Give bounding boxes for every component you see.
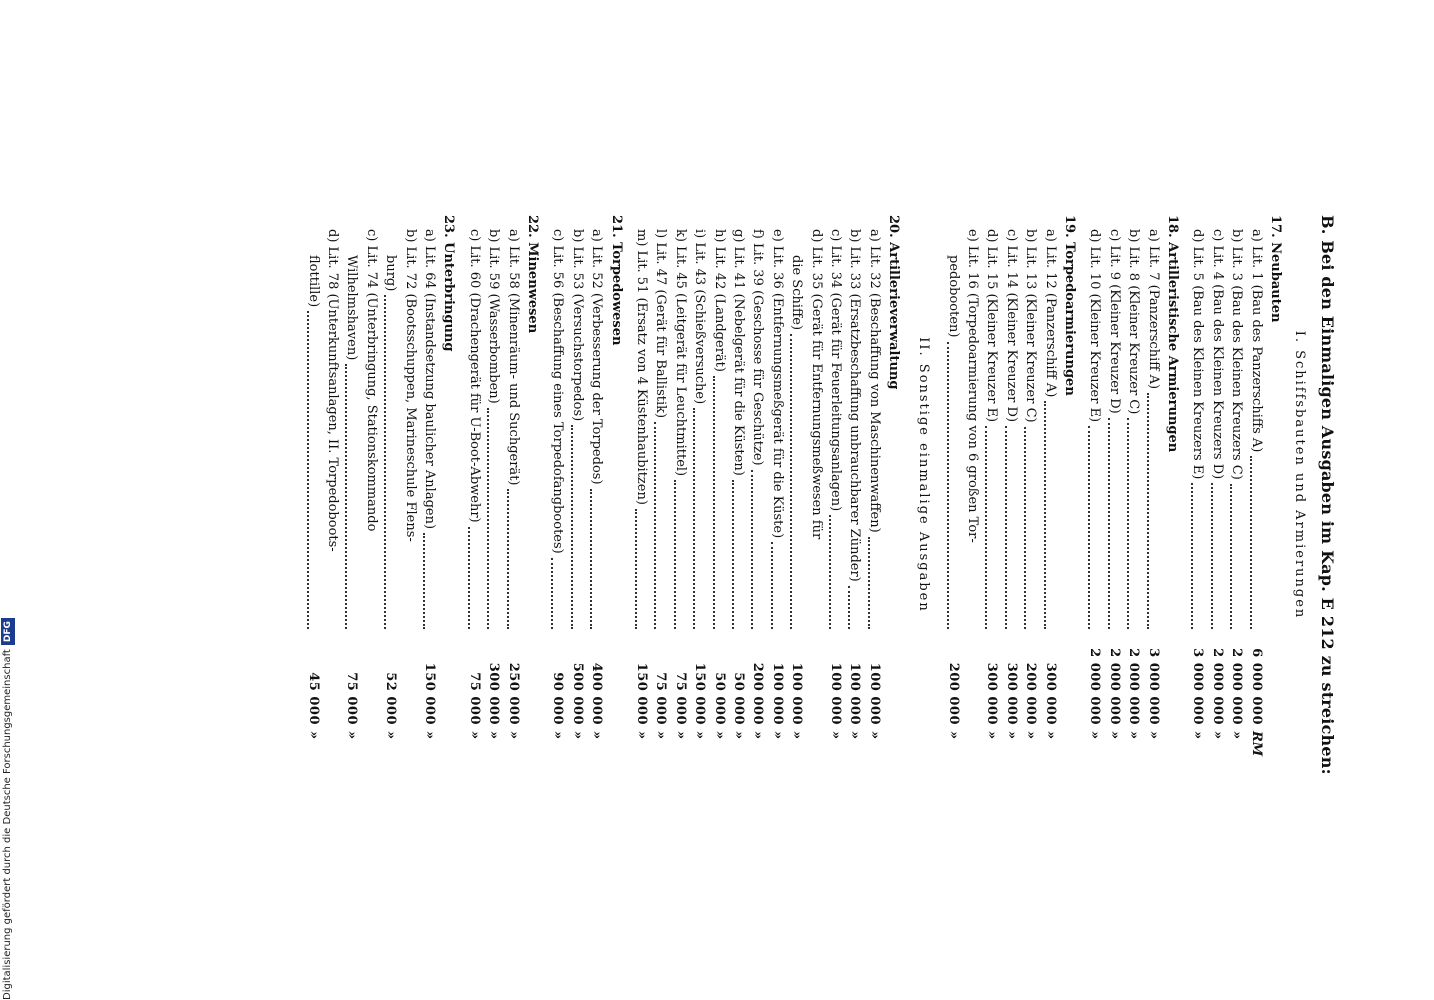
budget-line <box>1245 215 1267 757</box>
line-amount: 2 000 000 <box>1087 648 1103 725</box>
line-label: c) Lit. 9 (Kleiner Kreuzer D) <box>1106 229 1122 414</box>
line-label: l) Lit. 47 (Gerät für Ballistik) <box>653 229 669 419</box>
line-label: d) Lit. 35 (Gerät für Entfernungsmeßwesen für <box>808 229 824 540</box>
budget-line <box>961 215 983 735</box>
line-amount: 100 000 <box>769 662 785 725</box>
budget-line <box>546 215 568 740</box>
leader-dots <box>1005 426 1019 629</box>
line-unit: » <box>1229 731 1245 740</box>
line-label: a) Lit. 64 (Instandsetzung baulicher Anlagen) <box>422 229 437 530</box>
leader-dots <box>713 376 727 629</box>
line-label: Wilhelmshaven) <box>344 255 360 361</box>
line-amount: 75 000 <box>672 672 688 725</box>
line-unit: » <box>1003 731 1019 740</box>
line-amount: 2 000 000 <box>1209 648 1225 725</box>
leader-dots <box>635 509 649 629</box>
line-amount: 100 000 <box>866 662 882 725</box>
line-amount: 150 000 <box>692 662 708 725</box>
line-amount: 90 000 <box>550 672 566 725</box>
line-unit: » <box>422 731 437 740</box>
leader-dots <box>674 480 688 629</box>
line-amount: 150 000 <box>634 662 649 725</box>
line-label: burg) <box>383 255 399 292</box>
budget-line <box>1039 215 1061 740</box>
budget-line <box>863 215 885 740</box>
line-label: 19. Torpedoarmierungen <box>1062 215 1077 396</box>
line-label: b) Lit. 59 (Wasserbomben) <box>486 229 502 404</box>
line-label: 21. Torpedowesen <box>608 215 624 346</box>
line-amount: 75 000 <box>653 672 669 725</box>
leader-dots <box>790 334 804 629</box>
budget-line <box>1206 215 1228 740</box>
budget-line <box>980 215 1002 740</box>
line-unit: » <box>653 731 669 740</box>
leader-dots <box>693 408 707 629</box>
budget-line <box>502 215 524 740</box>
line-unit: » <box>1023 731 1039 740</box>
dfg-logo: DFG <box>1 618 15 645</box>
leader-dots <box>1127 418 1141 629</box>
budget-line <box>1186 215 1208 740</box>
line-label: b) Lit. 3 (Bau des Kleinen Kreuzers C) <box>1229 229 1245 480</box>
section-heading <box>437 215 459 735</box>
leader-dots <box>468 527 482 629</box>
budget-line <box>727 215 749 740</box>
leader-dots <box>1191 483 1205 629</box>
line-label: c) Lit. 60 (Drachengerät für U-Boot-Abwehr) <box>466 229 482 523</box>
leader-dots <box>551 558 565 629</box>
line-amount: 50 000 <box>731 672 746 725</box>
budget-line <box>1225 215 1247 740</box>
line-amount: 250 000 <box>505 662 521 725</box>
leader-dots <box>487 408 501 629</box>
line-label: a) Lit. 12 (Panzerschiff A) <box>1042 229 1058 398</box>
line-unit: » <box>634 731 649 740</box>
line-label: d) Lit. 15 (Kleiner Kreuzer E) <box>984 229 1000 423</box>
leader-dots <box>732 480 746 629</box>
footer-credit <box>0 600 16 1000</box>
line-amount: 2 000 000 <box>1106 648 1122 725</box>
line-label: c) Lit. 56 (Beschaffung eines Torpedofangbootes) <box>550 229 566 554</box>
line-unit: » <box>1042 731 1058 740</box>
budget-line <box>708 215 730 740</box>
budget-line <box>1000 215 1022 740</box>
budget-line <box>379 215 401 740</box>
section-heading <box>882 215 904 735</box>
budget-line <box>630 215 652 740</box>
line-label: 22. Minenwesen <box>525 215 540 334</box>
leader-dots <box>1230 484 1244 629</box>
budget-line <box>360 215 382 735</box>
line-label: c) Lit. 4 (Bau des Kleinen Kreuzers D) <box>1209 229 1225 480</box>
leader-dots <box>829 515 843 629</box>
line-amount: 52 000 <box>383 672 399 725</box>
line-label: a) Lit. 7 (Panzerschiff A) <box>1145 229 1161 390</box>
leader-dots <box>848 586 862 629</box>
line-label: d) Lit. 78 (Unterkunftsanlagen, II. Torpedoboots- <box>325 229 340 552</box>
budget-line <box>302 215 324 740</box>
budget-line <box>824 215 846 740</box>
line-label: g) Lit. 41 (Nebelgerät für die Küsten) <box>731 229 746 476</box>
line-unit: » <box>1087 731 1103 740</box>
budget-line <box>688 215 710 740</box>
line-unit: » <box>1145 731 1161 740</box>
leader-dots <box>1147 393 1161 629</box>
line-unit: » <box>466 731 482 740</box>
budget-line <box>766 215 788 740</box>
leader-dots <box>771 542 785 629</box>
leader-dots <box>307 311 321 629</box>
leader-dots <box>868 537 882 629</box>
section-title-sonstige: II. Sonstige einmalige Ausgaben <box>916 337 932 613</box>
line-unit: » <box>828 731 843 740</box>
line-amount: 300 000 <box>1042 662 1058 725</box>
line-unit: » <box>672 731 688 740</box>
line-amount: 100 000 <box>789 662 805 725</box>
document-page <box>258 215 1338 775</box>
section-heading <box>605 215 627 735</box>
budget-line <box>942 215 964 740</box>
line-unit: » <box>750 731 766 740</box>
line-label: b) Lit. 13 (Kleiner Kreuzer C) <box>1023 229 1039 423</box>
line-unit: » <box>383 731 399 740</box>
line-label: k) Lit. 45 (Leitgerät für Leuchtmittel) <box>672 229 688 477</box>
line-amount: 2 000 000 <box>1229 648 1245 725</box>
line-label: b) Lit. 72 (Bootsschuppen, Marineschule Flens- <box>402 229 418 542</box>
line-unit: » <box>866 731 882 740</box>
line-unit: » <box>1190 731 1206 740</box>
footer-text: Digitalisierung gefördert durch die Deutsche Forschungsgemeinschaft <box>2 649 13 1000</box>
leader-dots <box>985 426 999 629</box>
budget-line <box>1122 215 1144 740</box>
budget-line <box>463 215 485 740</box>
line-label: b) Lit. 53 (Versuchstorpedos) <box>569 229 585 422</box>
document-title: B. Bei den Einmaligen Ausgaben im Kap. E 212 zu streichen: <box>1318 215 1337 775</box>
line-label: die Schiffe) <box>789 255 805 331</box>
line-amount: 200 000 <box>1023 662 1039 725</box>
line-unit: » <box>1106 731 1122 740</box>
line-label: h) Lit. 42 (Landgerät) <box>711 229 727 372</box>
leader-dots <box>751 470 765 629</box>
line-label: m) Lit. 51 (Ersatz von 4 Küstenhaubitzen) <box>634 229 649 505</box>
leader-dots <box>1024 427 1038 629</box>
budget-line <box>418 215 440 740</box>
line-amount: 2 000 000 <box>1126 648 1142 725</box>
budget-line <box>785 215 807 740</box>
budget-line <box>649 215 671 740</box>
leader-dots <box>1088 426 1102 629</box>
line-unit: » <box>486 731 502 740</box>
line-unit: » <box>1126 731 1142 740</box>
line-label: 17. Neubauten <box>1268 215 1283 323</box>
line-unit: » <box>847 731 863 740</box>
line-amount: 45 000 <box>305 672 321 725</box>
line-label: i) Lit. 43 (Schießversuche) <box>692 229 708 405</box>
budget-line <box>1083 215 1105 740</box>
budget-line <box>1103 215 1125 740</box>
line-amount: 3 000 000 <box>1190 648 1206 725</box>
line-unit: » <box>569 731 585 740</box>
line-label: a) Lit. 58 (Minenräum- und Suchgerät) <box>505 229 521 486</box>
line-label: a) Lit. 1 (Bau des Panzerschiffs A) <box>1248 229 1264 453</box>
section-heading <box>521 215 543 735</box>
line-amount: 3 000 000 <box>1145 648 1161 725</box>
leader-dots <box>384 295 398 629</box>
section-heading <box>1161 215 1183 735</box>
section-heading <box>1058 215 1080 735</box>
line-label: e) Lit. 16 (Torpedoarmierung von 6 großen Tor- <box>965 229 980 543</box>
line-label: a) Lit. 32 (Beschaffung von Maschinenwaffen) <box>866 229 882 533</box>
line-label: c) Lit. 14 (Kleiner Kreuzer D) <box>1003 229 1019 423</box>
line-amount: 75 000 <box>466 672 482 725</box>
budget-line <box>1019 215 1041 740</box>
section-title-schiffsbauten: I. Schiffsbauten und Armierungen <box>1292 330 1307 620</box>
leader-dots <box>423 533 437 629</box>
line-label: d) Lit. 5 (Bau des Kleinen Kreuzers E) <box>1190 229 1206 480</box>
line-label: f) Lit. 39 (Geschosse für Geschütze) <box>750 229 766 466</box>
budget-line <box>399 215 421 735</box>
budget-line <box>843 215 865 740</box>
leader-dots <box>507 489 521 629</box>
line-unit: » <box>984 731 1000 740</box>
budget-line <box>566 215 588 740</box>
line-unit: » <box>769 731 785 740</box>
budget-line <box>669 215 691 740</box>
line-unit: » <box>789 731 805 740</box>
budget-line <box>340 215 362 740</box>
line-unit: » <box>692 731 708 740</box>
leader-dots <box>571 425 585 629</box>
line-amount: 200 000 <box>750 662 766 725</box>
line-label: 18. Artilleristische Armierungen <box>1165 215 1180 453</box>
line-amount: 300 000 <box>984 662 1000 725</box>
line-label: pedobooten) <box>945 255 961 338</box>
line-amount: 100 000 <box>828 662 843 725</box>
line-unit: RM <box>1248 731 1264 757</box>
line-unit: » <box>550 731 566 740</box>
leader-dots <box>947 342 961 629</box>
section-heading <box>1264 215 1286 735</box>
line-unit: » <box>589 731 605 740</box>
budget-line <box>1142 215 1164 740</box>
line-amount: 75 000 <box>344 672 360 725</box>
line-label: c) Lit. 34 (Gerät für Feuerleitungsanlagen) <box>828 229 843 512</box>
line-amount: 150 000 <box>422 662 437 725</box>
line-label: b) Lit. 8 (Kleiner Kreuzer C) <box>1126 229 1142 415</box>
leader-dots <box>654 422 668 629</box>
line-unit: » <box>305 731 321 740</box>
leader-dots <box>1250 456 1264 629</box>
leader-dots <box>1211 483 1225 629</box>
budget-line <box>805 215 827 735</box>
leader-dots <box>1108 418 1122 629</box>
budget-line <box>321 215 343 735</box>
line-unit: » <box>505 731 521 740</box>
line-label: flottille) <box>305 255 321 308</box>
line-unit: » <box>731 731 746 740</box>
line-amount: 400 000 <box>589 662 605 725</box>
budget-line <box>482 215 504 740</box>
line-label: e) Lit. 36 (Entfernungsmeßgerät für die Küste) <box>769 229 785 539</box>
budget-line <box>585 215 607 740</box>
line-label: c) Lit. 74 (Unterbringung, Stationskommando <box>363 229 379 532</box>
line-label: 20. Artillerieverwaltung <box>886 215 902 390</box>
line-amount: 100 000 <box>847 662 863 725</box>
budget-line <box>746 215 768 740</box>
line-label: a) Lit. 52 (Verbesserung der Torpedos) <box>589 229 605 485</box>
line-amount: 300 000 <box>486 662 502 725</box>
line-amount: 300 000 <box>1003 662 1019 725</box>
line-amount: 200 000 <box>945 662 961 725</box>
line-label: d) Lit. 10 (Kleiner Kreuzer E) <box>1087 229 1103 423</box>
line-unit: » <box>945 731 961 740</box>
leader-dots <box>1044 401 1058 629</box>
line-label: 23. Unterbringung <box>441 215 457 352</box>
line-amount: 6 000 000 <box>1248 648 1264 725</box>
line-amount: 500 000 <box>569 662 585 725</box>
line-unit: » <box>344 731 360 740</box>
line-label: b) Lit. 33 (Ersatzbeschaffung unbrauchbarer Zünder) <box>847 229 863 582</box>
line-unit: » <box>711 731 727 740</box>
line-unit: » <box>1209 731 1225 740</box>
leader-dots <box>590 489 604 629</box>
line-amount: 50 000 <box>711 672 727 725</box>
leader-dots <box>345 364 359 629</box>
